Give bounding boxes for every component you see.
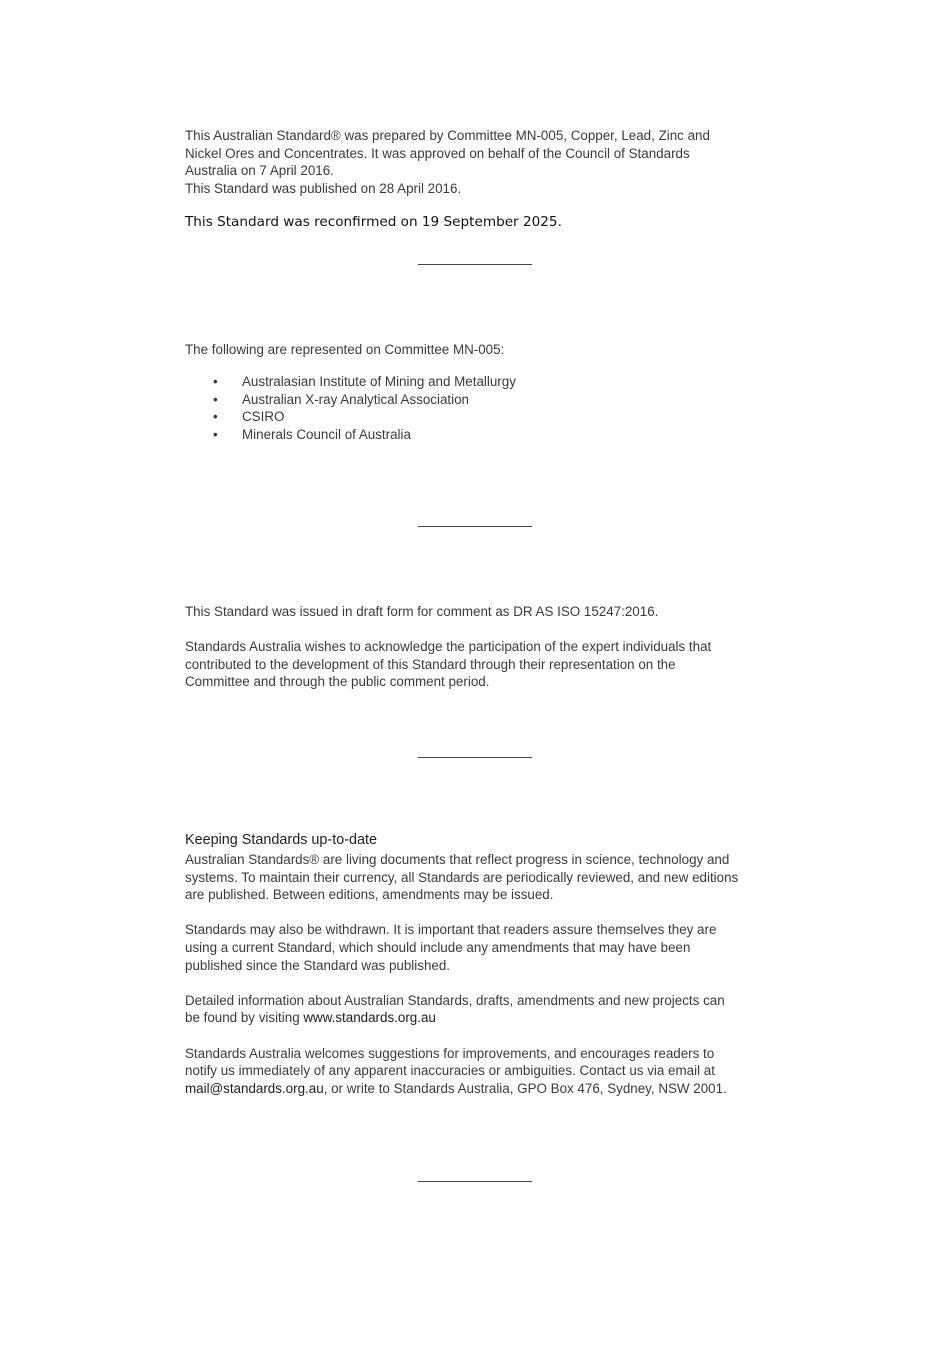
paragraph-line: Australian Standards® are living documents that reflect progress in science, technology and — [185, 852, 730, 867]
committee-member: CSIRO — [242, 409, 285, 425]
section-divider — [418, 526, 532, 527]
paragraph-line — [185, 1080, 775, 1098]
paragraph-line: Standards may also be withdrawn. It is important that readers assure themselves they are — [185, 922, 717, 938]
committee-member: Minerals Council of Australia — [242, 426, 411, 442]
draft-notice: This Standard was issued in draft form for comment as DR AS ISO 15247:2016. — [185, 604, 659, 619]
committee-member: Australian X-ray Analytical Association — [242, 391, 470, 407]
acknowledgement — [185, 638, 775, 691]
bullet-icon: • — [213, 409, 218, 425]
preparation-line: Nickel Ores and Concentrates. It was approved on behalf of the Council of Standards — [185, 145, 690, 161]
paragraph — [185, 1045, 775, 1098]
section-divider — [418, 1181, 532, 1182]
section-divider — [418, 264, 532, 265]
list-item — [185, 373, 516, 391]
committee-member: Australasian Institute of Mining and Metallurgy — [242, 374, 516, 389]
paragraph-line: are published. Between editions, amendments may be issued. — [185, 887, 554, 903]
preparation-line: Australia on 7 April 2016. — [185, 163, 334, 179]
paragraph-line: systems. To maintain their currency, all Standards are periodically reviewed, and new editions — [185, 869, 739, 885]
list-item — [185, 391, 516, 409]
acknowledgement-line: Standards Australia wishes to acknowledge the participation of the expert individuals that — [185, 639, 712, 654]
website-link[interactable]: www.standards.org.au — [303, 1010, 436, 1026]
paragraph-line: using a current Standard, which should include any amendments that may have been — [185, 939, 691, 955]
bullet-icon: • — [213, 374, 218, 389]
section-heading: Keeping Standards up-to-date — [185, 832, 378, 848]
list-item — [185, 408, 516, 426]
bullet-icon: • — [213, 391, 218, 407]
paragraph-line: notify us immediately of any apparent inaccuracies or ambiguities. Contact us via email at — [185, 1063, 715, 1079]
preparation-statement — [185, 127, 775, 197]
preparation-line: This Australian Standard® was prepared by Committee MN-005, Copper, Lead, Zinc and — [185, 128, 710, 143]
paragraph — [185, 921, 775, 974]
paragraph — [185, 992, 775, 1027]
publication-date: This Standard was published on 28 April 2016. — [185, 180, 462, 196]
paragraph-text: be found by visiting — [185, 1010, 304, 1026]
keeping-standards-body — [185, 851, 775, 1097]
reconfirmation-notice: This Standard was reconfirmed on 19 September 2025. — [185, 214, 562, 230]
email-link[interactable]: mail@standards.org.au — [185, 1080, 324, 1096]
paragraph — [185, 851, 775, 904]
list-item — [185, 426, 516, 444]
paragraph-line: published since the Standard was published. — [185, 957, 451, 973]
paragraph-line: Standards Australia welcomes suggestions for improvements, and encourages readers to — [185, 1045, 715, 1061]
acknowledgement-line: contributed to the development of this Standard through their representation on the — [185, 656, 676, 672]
paragraph-line: Detailed information about Australian Standards, drafts, amendments and new projects can — [185, 992, 725, 1008]
committee-member-list — [185, 373, 516, 443]
section-divider — [418, 757, 532, 758]
paragraph-text: , or write to Standards Australia, GPO Box 476, Sydney, NSW 2001. — [323, 1080, 727, 1096]
paragraph-line — [185, 1009, 775, 1027]
committee-intro: The following are represented on Committee MN-005: — [185, 342, 505, 357]
bullet-icon: • — [213, 426, 218, 442]
acknowledgement-line: Committee and through the public comment period. — [185, 674, 490, 690]
